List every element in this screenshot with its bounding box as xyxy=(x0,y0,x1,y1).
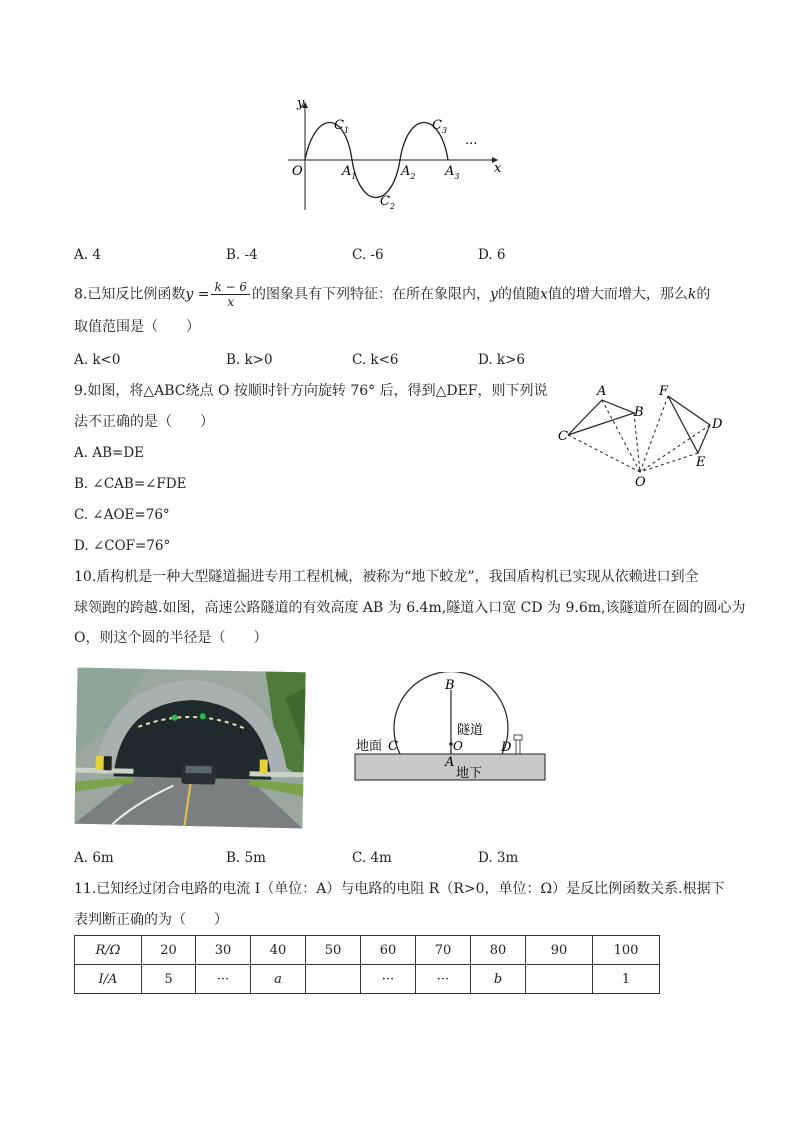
q7-option-b: B. -4 xyxy=(226,247,258,263)
q7-option-d: D. 6 xyxy=(478,247,506,263)
q8-stem-line1: 8.已知反比例函数y = $\frac{k - 6}{x}$ 的图象具有下列特征：在所在象限内，y的值随x值的增大而增大，那么k的 xyxy=(74,280,711,309)
table-cell: 100 xyxy=(593,936,660,965)
table-cell xyxy=(306,965,361,994)
point-a-label: A xyxy=(445,755,455,770)
q9-option-d: D. ∠COF=76° xyxy=(74,538,171,554)
table-row xyxy=(75,965,660,994)
q10-option-c: C. 4m xyxy=(352,850,392,866)
label-c3: $C_3$ xyxy=(432,118,448,135)
table-cell: 80 xyxy=(471,936,526,965)
resistance-current-table xyxy=(74,935,660,994)
table-cell: ··· xyxy=(196,965,251,994)
q9-option-c: C. ∠AOE=76° xyxy=(74,507,170,523)
origin-label: O xyxy=(292,164,303,179)
q11-stem-line2: 表判断正确的为（ ） xyxy=(74,912,228,928)
point-a-label: A xyxy=(597,384,607,399)
table-row xyxy=(75,936,660,965)
table-cell: ··· xyxy=(361,965,416,994)
table-cell xyxy=(526,965,593,994)
label-c2: $C_2$ xyxy=(380,194,396,211)
q8-fraction: $\frac{k - 6}{x}$ xyxy=(211,280,250,309)
label-ellipsis: ... xyxy=(465,133,478,148)
label-c1: $C_1$ xyxy=(334,118,350,135)
point-b-label: B xyxy=(445,678,455,693)
table-cell: ··· xyxy=(416,965,471,994)
tunnel-diagram xyxy=(352,672,552,790)
q10-stem-line3: O，则这个圆的半径是（ ） xyxy=(74,630,268,646)
table-cell: 50 xyxy=(306,936,361,965)
triangle-def xyxy=(668,396,710,453)
table-cell: 1 xyxy=(593,965,660,994)
point-c-label: C xyxy=(388,739,398,754)
q9-option-b: B. ∠CAB=∠FDE xyxy=(74,476,187,492)
point-f-label: F xyxy=(659,384,669,399)
table-cell: R/Ω xyxy=(75,936,142,965)
q9-stem-line1: 9.如图，将△ABC绕点 O 按顺时针方向旋转 76° 后，得到△DEF，则下列说 xyxy=(74,383,548,399)
point-c-label: C xyxy=(558,429,568,444)
q8-option-a: A. k<0 xyxy=(74,352,121,368)
table-cell: 20 xyxy=(142,936,196,965)
ground-label: 地面 xyxy=(356,739,383,754)
label-a3: $A_3$ xyxy=(445,164,460,181)
point-o-label: O xyxy=(635,475,646,490)
y-axis-label: y xyxy=(297,96,305,111)
rotation-figure xyxy=(552,380,732,492)
q8-option-d: D. k>6 xyxy=(478,352,526,368)
q8-option-c: C. k<6 xyxy=(352,352,399,368)
q9-option-a: A. AB=DE xyxy=(74,445,144,461)
q10-option-a: A. 6m xyxy=(74,850,114,866)
tunnel-label: 隧道 xyxy=(457,723,484,738)
triangle-abc xyxy=(568,400,634,435)
q11-stem-line1: 11.已知经过闭合电路的电流 I（单位：A）与电路的电阻 R（R>0，单位：Ω）是反比例函数关系.根据下 xyxy=(74,881,725,897)
table-cell: 90 xyxy=(526,936,593,965)
table-cell: 60 xyxy=(361,936,416,965)
sign-post xyxy=(514,735,522,740)
point-o-label: O xyxy=(453,739,463,753)
x-axis-label: x xyxy=(494,161,502,176)
q10-option-b: B. 5m xyxy=(226,850,266,866)
label-a2: $A_2$ xyxy=(401,164,416,181)
q7-option-a: A. 4 xyxy=(74,247,101,263)
table-cell: 40 xyxy=(251,936,306,965)
point-d-label: D xyxy=(501,740,512,755)
table-cell: a xyxy=(251,965,306,994)
q8-option-b: B. k>0 xyxy=(226,352,273,368)
q7-option-c: C. -6 xyxy=(352,247,384,263)
wave-figure xyxy=(280,92,510,222)
table-cell: b xyxy=(471,965,526,994)
table-cell: 30 xyxy=(196,936,251,965)
table-cell: I/A xyxy=(75,965,142,994)
q8-stem-line2: 取值范围是（ ） xyxy=(74,319,200,335)
q9-stem-line2: 法不正确的是（ ） xyxy=(74,414,214,430)
point-e-label: E xyxy=(696,455,706,470)
point-d-label: D xyxy=(712,417,723,432)
point-b-label: B xyxy=(634,405,644,420)
underground-label: 地下 xyxy=(456,766,483,781)
table-cell: 5 xyxy=(142,965,196,994)
q10-option-d: D. 3m xyxy=(478,850,519,866)
q10-stem-line1: 10.盾构机是一种大型隧道掘进专用工程机械，被称为“地下蛟龙”，我国盾构机已实现从依赖进口到全 xyxy=(74,569,699,585)
table-cell: 70 xyxy=(416,936,471,965)
q10-stem-line2: 球领跑的跨越.如图，高速公路隧道的有效高度 AB 为 6.4m,隧道入口宽 CD 为 9.6m,该隧道所在圆的圆心为 xyxy=(74,600,746,616)
label-a1: $A_1$ xyxy=(342,164,357,181)
tunnel-photo xyxy=(74,666,308,832)
